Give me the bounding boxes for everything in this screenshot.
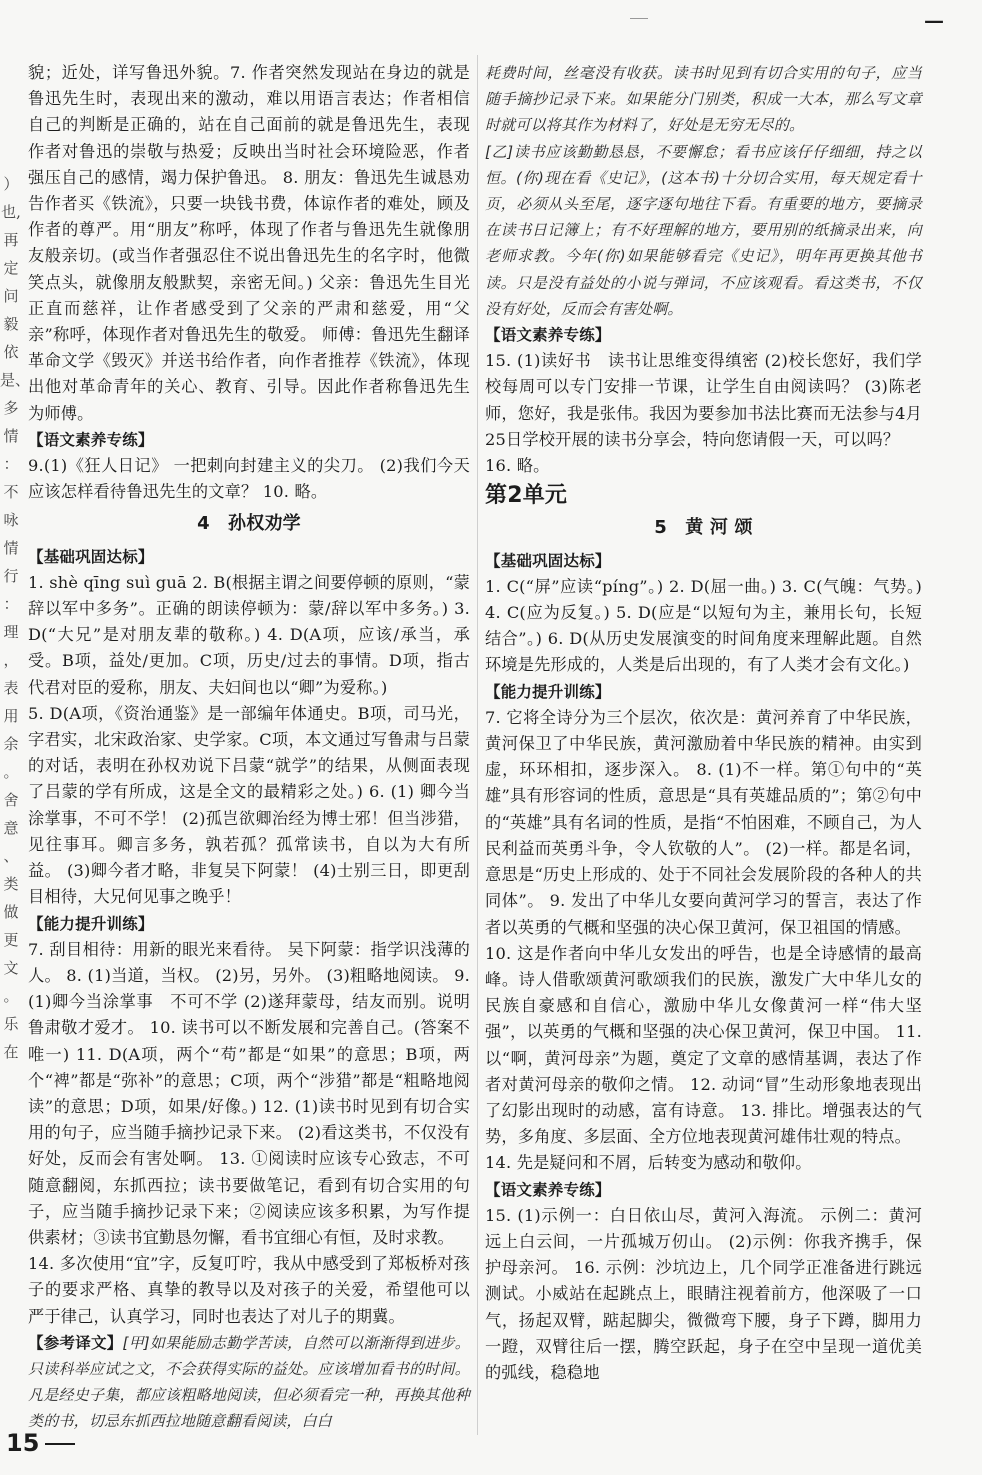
margin-fragment: 问 <box>3 287 19 305</box>
margin-fragment: 咏 <box>3 511 19 529</box>
margin-fragment: 乐 <box>3 1015 19 1033</box>
answer-paragraph: 貌；近处，详写鲁迅外貌。7. 作者突然发现站在身边的就是鲁迅先生时，表现出来的激动，难以用语言表达；作者相信自己的判断是正确的，站在自己面前的就是鲁迅先生，表现作者对鲁迅的崇敬与热爱；反映出当时社会环境险恶，作者强压自己的感情，竭力保护鲁迅。 8. 朋友：鲁迅先生诚恳劝告作者买《铁流》，只要一块钱书费，体谅作者的难处，顾及作者的尊严。用“朋友”称呼，体现了作者与鲁迅先生就像朋友般亲切。(或当作者强忍住不说出鲁迅先生的名字时，他微笑点头，就像朋友般默契，亲密无间。) 父亲：鲁迅先生目光正直而慈祥，让作者感受到了父亲的严肃和慈爱，用“父亲”称呼，体现作者对鲁迅先生的敬爱。 师傅：鲁迅先生翻译革命文学《毁灭》并送书给作者，向作者推荐《铁流》，体现出他对革命青年的关心、教育、引导。因此作者称鲁迅先生为师傅。 <box>28 63 470 423</box>
answer-paragraph: 14. 多次使用“宜”字，反复叮咛，我从中感受到了郑板桥对孩子的要求严格、真挚的教导以及对孩子的关爱，希望他可以严于律己，认真学习，同时也表达了对儿子的期冀。 <box>28 1254 470 1326</box>
translation-text: 耗费时间，丝毫没有收获。读书时见到有切合实用的句子，应当随手摘抄记录下来。如果能分门别类，积成一大本，那么写文章时就可以将其作为材料了，好处是无穷无尽的。 <box>485 64 922 135</box>
answer-paragraph: 15. (1)示例一：白日依山尽，黄河入海流。 示例二：黄河远上白云间，一片孤城万仞山。 (2)示例：你我齐携手，保护母亲河。 16. 示例：沙坑边上，几个同学正准备进行跳远测试。小威站在起跳点上，眼睛注视着前方，他深吸了一口气，扬起双臂，踮起脚尖，微微弯下腰，身子下蹲，脚用力一蹬，双臂往后一摆，腾空跃起，身子在空中呈现一道优美的弧线，稳稳地 <box>485 1205 922 1382</box>
margin-fragment: 行 <box>3 567 19 585</box>
margin-fragment: 余 <box>3 735 19 753</box>
answer-paragraph: 9.(1)《狂人日记》 一把刺向封建主义的尖刀。 (2)我们今天应该怎样看待鲁迅先生的文章？ 10. 略。 <box>28 456 470 502</box>
margin-fragment: 依 <box>3 343 19 361</box>
top-dash-mark <box>630 18 648 19</box>
margin-fragment: 毅 <box>3 315 19 333</box>
section-heading: 【语文素养专练】 <box>485 1180 611 1199</box>
right-column <box>485 60 922 1386</box>
section-heading: 【能力提升训练】 <box>485 682 611 701</box>
lesson-title: 5 黄 河 颂 <box>654 517 753 539</box>
margin-fragment: 。 <box>3 763 19 781</box>
left-margin-fragments <box>0 170 31 1066</box>
section-heading: 【基础巩固达标】 <box>485 551 611 570</box>
left-column <box>28 60 470 1435</box>
margin-fragment: ：不 <box>3 455 19 501</box>
margin-fragment: 意 <box>3 819 19 837</box>
margin-fragment: ， <box>3 651 19 669</box>
answer-paragraph: 7. 它将全诗分为三个层次，依次是：黄河养育了中华民族，黄河保卫了中华民族，黄河激励着中华民族的精神。由实到虚，环环相扣，逐步深入。 8. (1)不一样。第①句中的“英雄”具有形容词的性质，意思是“具有英雄品质的”；第②句中的“英雄”具有名词的性质，是指“不怕困难，不顾自己，为人民利益而英勇斗争，令人钦敬的人”。 (2)一样。都是名词，意思是“历史上形成的、处于不同社会发展阶段的各种人的共同体”。 9. 发出了中华儿女要向黄河学习的誓言，表达了作者以英勇的气概和坚强的决心保卫黄河，保卫祖国的情感。 <box>485 707 922 937</box>
margin-fragment: 。 <box>3 987 19 1005</box>
margin-fragment: 表 <box>3 679 19 697</box>
margin-fragment: 做 <box>3 903 19 921</box>
margin-fragment: 、 <box>3 847 19 865</box>
section-heading: 【语文素养专练】 <box>28 430 154 449</box>
margin-fragment: 用 <box>3 707 19 725</box>
margin-fragment: 更 <box>3 931 19 949</box>
section-heading: 【参考译文】 <box>28 1333 123 1352</box>
margin-fragment: 也, <box>1 203 21 221</box>
margin-fragment: 情 <box>3 427 19 445</box>
section-heading: 【能力提升训练】 <box>28 914 154 933</box>
translation-text: [乙]读书应该勤勤恳恳，不要懈怠；看书应该仔仔细细，持之以恒。(你)现在看《史记》，(这本书)十分切合实用，每天规定看十页，必须从头至尾，逐字逐句地往下看。有重要的地方，要摘录在读书日记簿上；有不好理解的地方，要用别的纸摘录出来，向老师求教。今年(你)如果能够看完《史记》，明年再更换其他书读。只是没有益处的小说与弹词，不应该观看。看这类书，不仅没有好处，反而会有害处啊。 <box>485 142 922 318</box>
translation-text: [甲]如果能励志勤学苦读，自然可以渐渐得到进步。只读科举应试之文，不会获得实际的益处。应该增加看书的时间。凡是经史子集，都应该粗略地阅读，但必须看完一种，再换其他种类的书，切忌东抓西拉地随意翻看阅读，白白 <box>28 1333 470 1431</box>
margin-fragment: 舍 <box>3 791 19 809</box>
margin-fragment: 理 <box>3 623 19 641</box>
lesson-title: 4 孙权劝学 <box>197 513 301 535</box>
answer-paragraph: 10. 这是作者向中华儿女发出的呼告，也是全诗感情的最高峰。诗人借歌颂黄河歌颂我们的民族，激发广大中华儿女的民族自豪感和自信心，激励中华儿女像黄河一样“伟大坚强”，以英勇的气概和坚强的决心保卫黄河，保卫中国。 11. 以“啊，黄河母亲”为题，奠定了文章的感情基调，表达了作者对黄河母亲的敬仰之情。 12. 动词“冒”生动形象地表现出了幻影出现时的动感，富有诗意。 13. 排比。增强表达的气势，多角度、多层面、全方位地表现黄河雄伟壮观的特点。 <box>485 943 922 1147</box>
answer-paragraph: 16. 略。 <box>485 456 550 476</box>
margin-fragment: 类 <box>3 875 19 893</box>
margin-fragment: 再 <box>3 231 19 249</box>
margin-fragment: ） <box>3 175 19 193</box>
margin-fragment: 文 <box>3 959 19 977</box>
column-divider <box>477 55 478 1435</box>
margin-fragment: 情 <box>3 539 19 557</box>
margin-fragment: ： <box>3 595 19 613</box>
section-heading: 【基础巩固达标】 <box>28 547 154 566</box>
answer-paragraph: 1. C(“屏”应读“píng”。) 2. D(屈一曲。) 3. C(气魄：气势。) 4. C(应为反复。) 5. D(应是“以短句为主，兼用长句，长短结合”。) 6. D(从历史发展演变的时间角度来理解此题。自然环境是先形成的，人类是后出现的，有了人类才会有文化。) <box>485 576 922 675</box>
section-heading: 【语文素养专练】 <box>485 326 611 345</box>
corner-mark: — <box>924 8 944 32</box>
margin-fragment: 定 <box>3 259 19 277</box>
unit-heading: 第2单元 <box>485 483 568 509</box>
answer-paragraph: 7. 刮目相待：用新的眼光来看待。 吴下阿蒙：指学识浅薄的人。 8. (1)当道，当权。 (2)另，另外。 (3)粗略地阅读。 9. (1)卿今当涂掌事 不可不学 (2)遂拜蒙母，结友而别。说明鲁肃敬才爱才。 10. 读书可以不断发展和完善自己。(答案不唯一) 11. D(A项，两个“苟”都是“如果”的意思；B项，两个“裨”都是“弥补”的意思；C项，两个“涉猎”都是“粗略地阅读”的意思；D项，如果/好像。) 12. (1)读书时见到有切合实用的句子，应当随手摘抄记录下来。 (2)看这类书，不仅没有好处，反而会有害处啊。 13. ①阅读时应该专心致志，不可随意翻阅，东抓西拉；读书要做笔记，看到有切合实用的句子，应当随手摘抄记录下来；②阅读应该多积累，为写作提供素材；③读书宜勤恳勿懈，看书宜细心有恒，及时求教。 <box>28 939 470 1247</box>
margin-fragment: 在 <box>3 1043 19 1061</box>
answer-paragraph: 14. 先是疑问和不屑，后转变为感动和敬仰。 <box>485 1153 812 1173</box>
answer-paragraph: 5. D(A项，《资治通鉴》是一部编年体通史。B项，司马光，字君实，北宋政治家、史学家。C项，本文通过写鲁肃与吕蒙的对话，表明在孙权劝说下吕蒙“就学”的结果，从侧面表现了吕蒙的学有所成，这是全文的最精彩之处。) 6. (1) 卿今当涂掌事，不可不学！ (2)孤岂欲卿治经为博士邪！但当涉猎，见往事耳。卿言多务，孰若孤？孤常读书，自以为大有所益。 (3)卿今者才略，非复吴下阿蒙！ (4)士别三日，即更刮目相待，大兄何见事之晚乎！ <box>28 703 470 907</box>
margin-fragment: 多 <box>3 399 19 417</box>
margin-fragment: 是、 <box>0 371 31 389</box>
page-number: 15 <box>6 1429 75 1457</box>
answer-paragraph: 15. (1)读好书 读书让思维变得缜密 (2)校长您好，我们学校每周可以专门安排一节课，让学生自由阅读吗？ (3)陈老师，您好，我是张伟。我因为要参加书法比赛而无法参与4月25日学校开展的读书分享会，特向您请假一天，可以吗？ <box>485 351 922 449</box>
answer-paragraph: 1. shè qīng suì guā 2. B(根据主谓之间要停顿的原则，“蒙辞以军中多务”。正确的朗读停顿为：蒙/辞以军中多务。) 3. D(“大兄”是对朋友辈的敬称。) 4. D(A项，应该/承当，承受。B项，益处/更加。C项，历史/过去的事情。D项，指古代君对臣的爱称，朋友、夫妇间也以“卿”为爱称。) <box>28 572 470 697</box>
